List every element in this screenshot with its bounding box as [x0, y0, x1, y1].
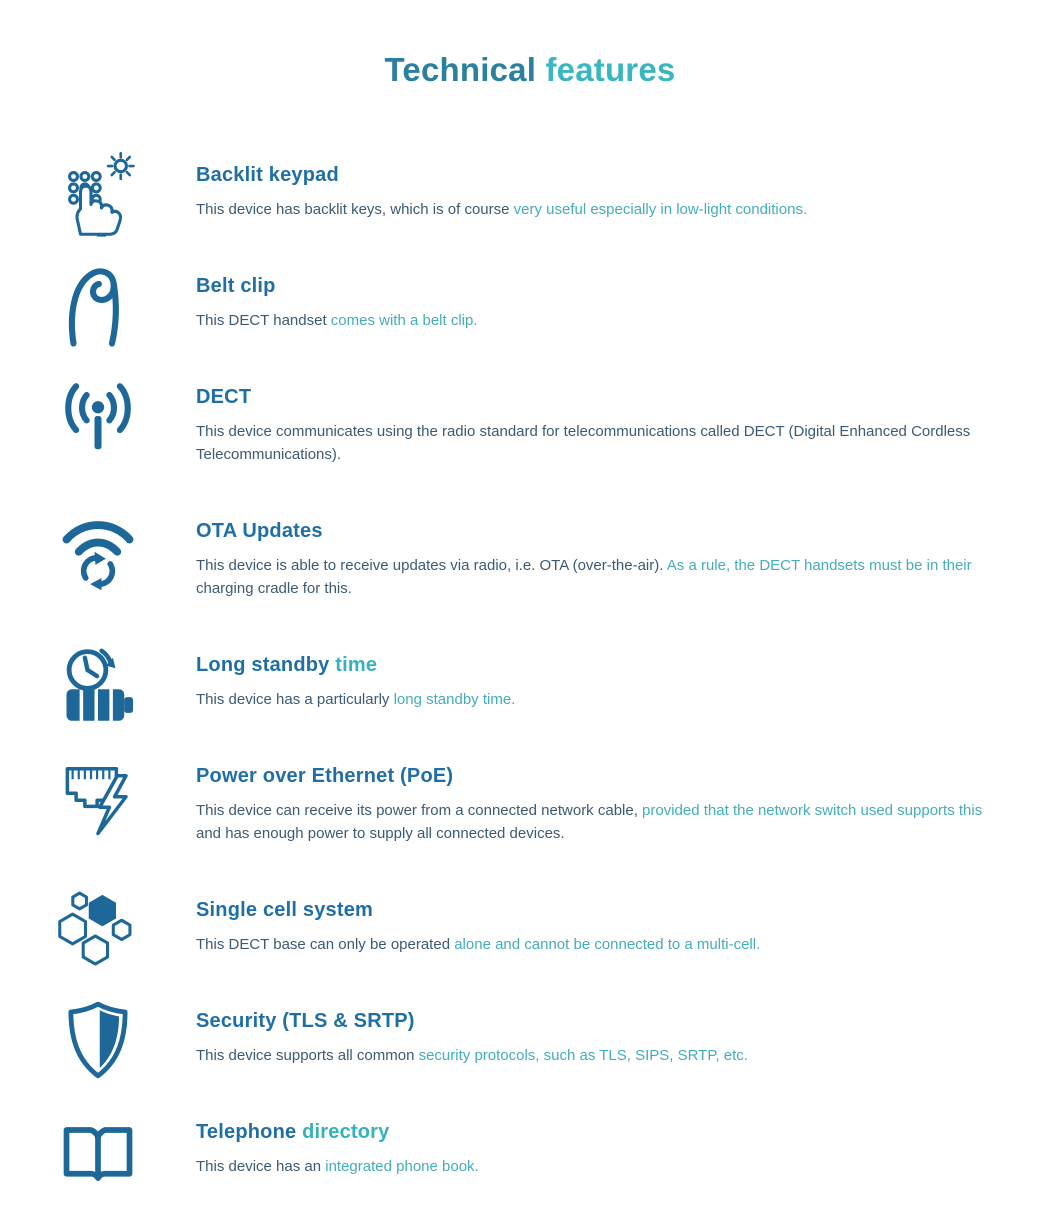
text-segment-dark: Belt clip	[196, 275, 276, 297]
feature-title	[196, 1119, 1000, 1145]
feature-row	[0, 273, 1060, 332]
text-segment-dark: Long standby	[196, 654, 336, 676]
single-cell-icon	[56, 885, 140, 973]
text-segment-dark: Security (TLS & SRTP)	[196, 1010, 415, 1032]
page-title-part-dark: Technical	[384, 51, 546, 88]
text-segment-dark: This device communicates using the radio standard for telecommunications called DECT (Digital Enhanced Cordless Telecommunications).	[196, 423, 971, 463]
poe-icon	[56, 751, 140, 839]
text-segment-teal: very useful especially in low-light conditions.	[513, 201, 808, 218]
text-segment-dark: This device has a particularly	[196, 691, 394, 708]
feature-title	[196, 162, 1000, 188]
text-segment-teal: integrated phone book.	[325, 1158, 479, 1175]
text-segment-teal: As a rule, the DECT handsets must be in their	[666, 557, 972, 574]
feature-title	[196, 273, 1000, 299]
feature-row	[0, 1008, 1060, 1067]
text-segment-dark: Power over Ethernet (PoE)	[196, 765, 454, 787]
text-segment-dark: This device can receive its power from a connected network cable,	[196, 802, 643, 819]
page-title-part-teal: features	[545, 51, 676, 88]
text-segment-dark: This device has an	[196, 1158, 326, 1175]
feature-description	[196, 309, 998, 332]
feature-description	[196, 688, 998, 711]
feature-row	[0, 384, 1060, 466]
text-segment-teal: alone and cannot be connected to a multi-cell.	[454, 936, 761, 953]
text-segment-dark: This DECT base can only be operated	[196, 936, 455, 953]
text-segment-dark: Telephone	[196, 1121, 303, 1143]
feature-row	[0, 162, 1060, 221]
feature-title	[196, 384, 1000, 410]
text-segment-teal: provided that the network switch used supports this	[642, 802, 983, 819]
text-segment-dark: OTA Updates	[196, 520, 323, 542]
text-segment-dark: DECT	[196, 386, 252, 408]
feature-row	[0, 763, 1060, 845]
text-segment-dark: This device has backlit keys, which is of course	[196, 201, 514, 218]
feature-description	[196, 933, 998, 956]
feature-title	[196, 518, 1000, 544]
text-segment-dark: Backlit keypad	[196, 164, 339, 186]
feature-row	[0, 897, 1060, 956]
backlit-keypad-icon	[56, 150, 140, 238]
text-segment-dark: This device supports all common	[196, 1047, 419, 1064]
feature-title	[196, 763, 1000, 789]
feature-description	[196, 1155, 998, 1178]
dect-antenna-icon	[56, 372, 140, 460]
text-segment-dark: and has enough power to supply all connected devices.	[196, 825, 565, 842]
text-segment-dark: This device is able to receive updates via radio, i.e. OTA (over-the-air).	[196, 557, 667, 574]
text-segment-dark: This DECT handset	[196, 312, 331, 329]
feature-title	[196, 1008, 1000, 1034]
feature-title	[196, 897, 1000, 923]
text-segment-dark: Single cell system	[196, 899, 374, 921]
text-segment-teal: security protocols, such as TLS, SIPS, SRTP, etc.	[418, 1047, 748, 1064]
phonebook-icon	[56, 1107, 140, 1195]
page-title	[0, 0, 1060, 90]
feature-description	[196, 1044, 998, 1067]
feature-row	[0, 652, 1060, 711]
belt-clip-icon	[56, 261, 140, 349]
feature-description	[196, 799, 998, 845]
feature-description	[196, 554, 998, 600]
text-segment-teal: time	[335, 654, 378, 676]
feature-title	[196, 652, 1000, 678]
security-shield-icon	[56, 996, 140, 1084]
text-segment-teal: long standby time.	[393, 691, 516, 708]
feature-row	[0, 1119, 1060, 1178]
standby-time-icon	[56, 640, 140, 728]
ota-updates-icon	[56, 506, 140, 594]
feature-description	[196, 198, 998, 221]
feature-list	[0, 162, 1060, 1178]
text-segment-dark: charging cradle for this.	[196, 580, 352, 597]
text-segment-teal: comes with a belt clip.	[330, 312, 478, 329]
feature-row	[0, 518, 1060, 600]
feature-description	[196, 420, 998, 466]
text-segment-teal: directory	[302, 1121, 390, 1143]
